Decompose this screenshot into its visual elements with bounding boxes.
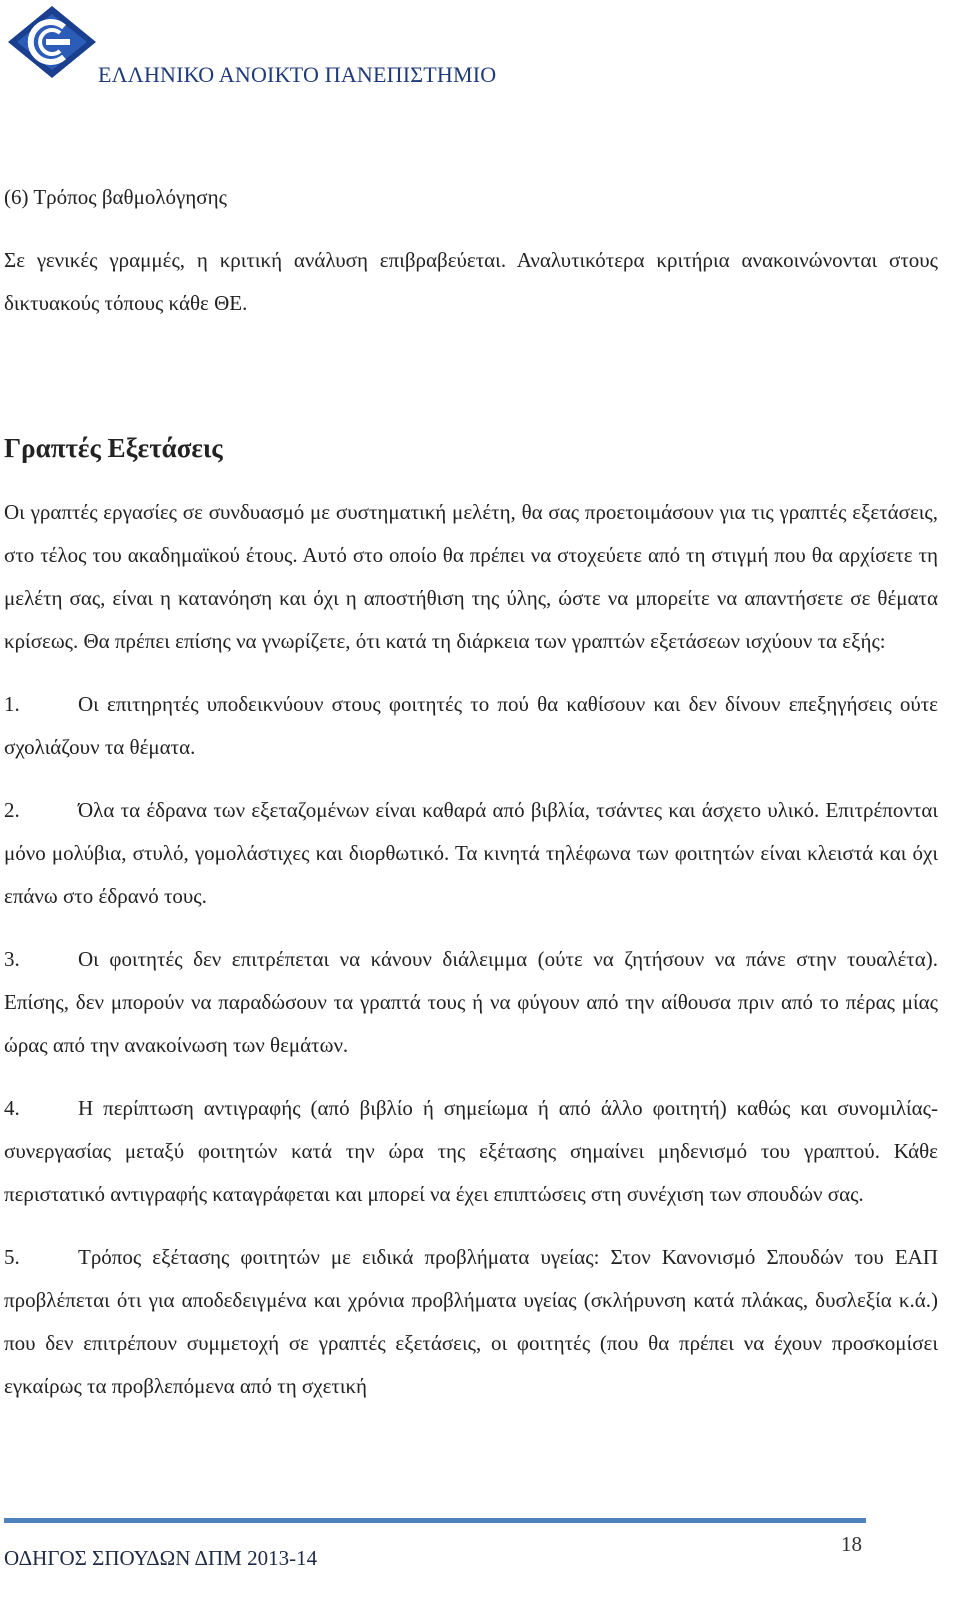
rule-text: Οι επιτηρητές υποδεικνύουν στους φοιτητές το πού θα καθίσουν και δεν δίνουν επεξηγήσεις ούτε σχολιάζουν τα θέματα. [4,692,938,759]
footer-title: ΟΔΗΓΟΣ ΣΠΟΥΔΩΝ ΔΠΜ 2013-14 [4,1546,318,1570]
rule-text: Τρόπος εξέτασης φοιτητών με ειδικά προβλήματα υγείας: Στον Κανονισμό Σπουδών του ΕΑΠ προβλέπεται ότι για αποδεδειγμένα και χρόνια προβλήματα υγείας (σκλήρυνση κατά πλάκας, δυσλεξία κ.ά.) που δεν επιτρέπουν συμμετοχή σε γραπτές εξετάσεις, οι φοιτητές (που θα πρέπει να έχουν προσκομίσει εγκαίρως τα προβλεπόμενα από τη σχετική [4,1245,938,1398]
page-number: 18 [841,1532,862,1556]
page-header [6,4,566,90]
exam-rule-1 [4,683,938,769]
university-name: ΕΛΛΗΝΙΚΟ ΑΝΟΙΚΤΟ ΠΑΝΕΠΙΣΤΗΜΙΟ [98,62,497,87]
main-content [4,176,938,1428]
rule-text: Όλα τα έδρανα των εξεταζομένων είναι καθαρά από βιβλία, τσάντες και άσχετο υλικό. Επιτρέπονται μόνο μολύβια, στυλό, γομολάστιχες και διορθωτικό. Τα κινητά τηλέφωνα των φοιτητών είναι κλειστά και όχι επάνω στο έδρανό τους. [4,798,938,908]
exams-heading: Γραπτές Εξετάσεις [4,433,223,463]
rule-number: 3. [4,947,20,971]
rule-number: 2. [4,798,20,822]
exam-rule-2 [4,789,938,918]
exams-intro: Οι γραπτές εργασίες σε συνδυασμό με συστηματική μελέτη, θα σας προετοιμάσουν για τις γραπτές εξετάσεις, στο τέλος του ακαδημαϊκού έτους. Αυτό στο οποίο θα πρέπει να στοχεύετε από τη στιγμή που θα αρχίσετε τη μελέτη σας, είναι η κατανόηση και όχι η αποστήθιση της ύλης, ώστε να μπορείτε να απαντήσετε σε θέματα κρίσεως. Θα πρέπει επίσης να γνωρίζετε, ότι κατά τη διάρκεια των γραπτών εξετάσεων ισχύουν τα εξής: [4,500,938,653]
rule-number: 1. [4,692,20,716]
grading-text: Σε γενικές γραμμές, η κριτική ανάλυση επιβραβεύεται. Αναλυτικότερα κριτήρια ανακοινώνονται στους δικτυακούς τόπους κάθε ΘΕ. [4,248,938,315]
rule-number: 4. [4,1096,20,1120]
exam-rule-5 [4,1236,938,1408]
exam-rule-4 [4,1087,938,1216]
rule-text: Η περίπτωση αντιγραφής (από βιβλίο ή σημείωμα ή από άλλο φοιτητή) καθώς και συνομιλίας-συνεργασίας μεταξύ φοιτητών κατά την ώρα της εξέτασης σημαίνει μηδενισμό του γραπτού. Κάθε περιστατικό αντιγραφής καταγράφεται και μπορεί να έχει επιπτώσεις στη συνέχιση των σπουδών σας. [4,1096,938,1206]
grading-label: (6) Τρόπος βαθμολόγησης [4,185,227,209]
rule-text: Οι φοιτητές δεν επιτρέπεται να κάνουν διάλειμμα (ούτε να ζητήσουν να πάνε στην τουαλέτα). Επίσης, δεν μπορούν να παραδώσουν τα γραπτά τους ή να φύγουν από την αίθουσα πριν από το πέρας μίας ώρας από την ανακοίνωση των θεμάτων. [4,947,938,1057]
page-footer [0,1518,960,1602]
eap-logo-icon [6,4,98,82]
rule-number: 5. [4,1245,20,1269]
exam-rule-3 [4,938,938,1067]
footer-divider [4,1518,866,1523]
